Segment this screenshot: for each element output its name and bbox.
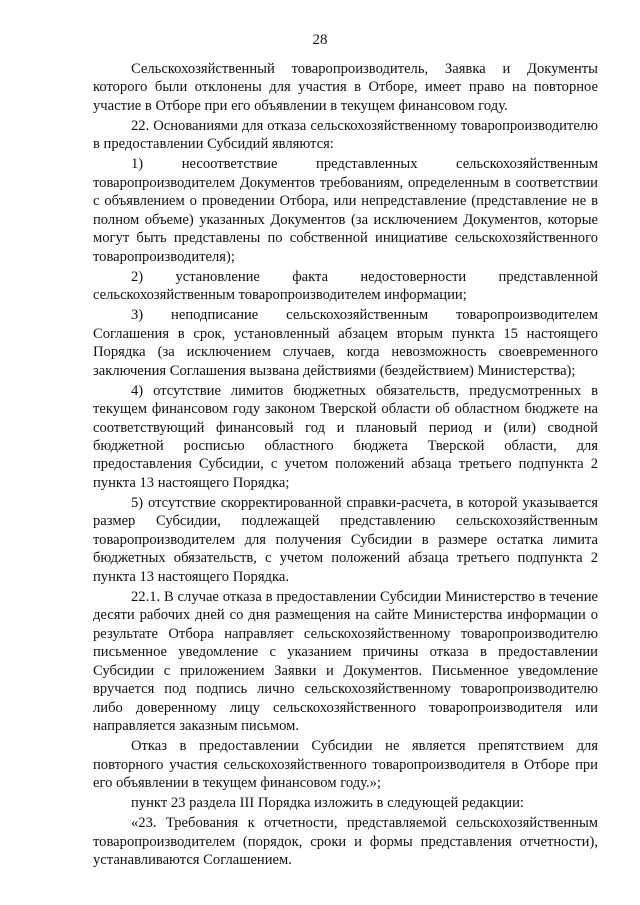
paragraph-right-to-reapply: Сельскохозяйственный товаропроизводитель, Заявка и Документы которого были отклонены для участия в Отборе, имеет право на повторное участие в Отборе при его объявлении в текущем финансовом году. [93, 61, 598, 114]
page-number: 28 [312, 32, 328, 48]
list-item-3-unsigned-agreement: 3) неподписание сельскохозяйственным товаропроизводителем Соглашения в срок, установленный абзацем вторым пункта 15 настоящего Порядка (за исключением случаев, когда невозможность своевременного заключения Соглашения вызвана действиями (бездействием) Министерства); [93, 307, 598, 379]
list-item-1-noncompliance: 1) несоответствие представленных сельскохозяйственным товаропроизводителем Документов требованиям, определенным в соответствии с объявлением о проведении Отбора, или непредставление (представление не в полном объеме) указанных Документов (за исключением Документов, которые могут быть представлены по собственной инициативе сельскохозяйственного товаропроизводителя); [93, 156, 598, 265]
document-body [93, 60, 598, 871]
list-item-4-no-budget-limits: 4) отсутствие лимитов бюджетных обязательств, предусмотренных в текущем финансовом году законом Тверской области об областном бюджете на соответствующий финансовый год и плановый период и (или) сводной бюджетной росписью областного бюджета Тверской области, для предоставления Субсидии, с учетом положений абзаца третьего подпункта 2 пункта 13 настоящего Порядка; [93, 382, 598, 491]
paragraph-refusal-not-obstacle: Отказ в предоставлении Субсидии не является препятствием для повторного участия сельскохозяйственного товаропроизводителя в Отборе при его объявлении в текущем финансовом году.»; [93, 738, 598, 791]
list-item-2-inaccuracy: 2) установление факта недостоверности представленной сельскохозяйственным товаропроизводителем информации; [93, 268, 598, 304]
paragraph-22-1-refusal-notice: 22.1. В случае отказа в предоставлении Субсидии Министерство в течение десяти рабочих дней со дня размещения на сайте Министерства информации о результате Отбора направляет сельскохозяйственному товаропроизводителю письменное уведомление с указанием причины отказа в предоставлении Субсидии с приложением Заявки и Документов. Письменное уведомление вручается под подпись лично сельскохозяйственному товаропроизводителю либо доверенному лицу сельскохозяйственного товаропроизводителя или направляется заказным письмом. [93, 588, 598, 735]
paragraph-22-grounds-for-refusal: 22. Основаниями для отказа сельскохозяйственному товаропроизводителю в предоставлении Субсидий являются: [93, 117, 598, 153]
list-item-5-no-corrected-calculation: 5) отсутствие скорректированной справки-расчета, в которой указывается размер Субсидии, подлежащей представлению сельскохозяйственным товаропроизводителем для получения Субсидии в размере остатка лимита бюджетных обязательств, с учетом положений абзаца третьего подпункта 2 пункта 13 настоящего Порядка. [93, 494, 598, 585]
paragraph-amend-point-23: пункт 23 раздела III Порядка изложить в следующей редакции: [131, 795, 524, 812]
paragraph-23-reporting-requirements: «23. Требования к отчетности, представляемой сельскохозяйственным товаропроизводителем (порядок, сроки и формы представления отчетности), устанавливаются Соглашением. [93, 815, 598, 868]
